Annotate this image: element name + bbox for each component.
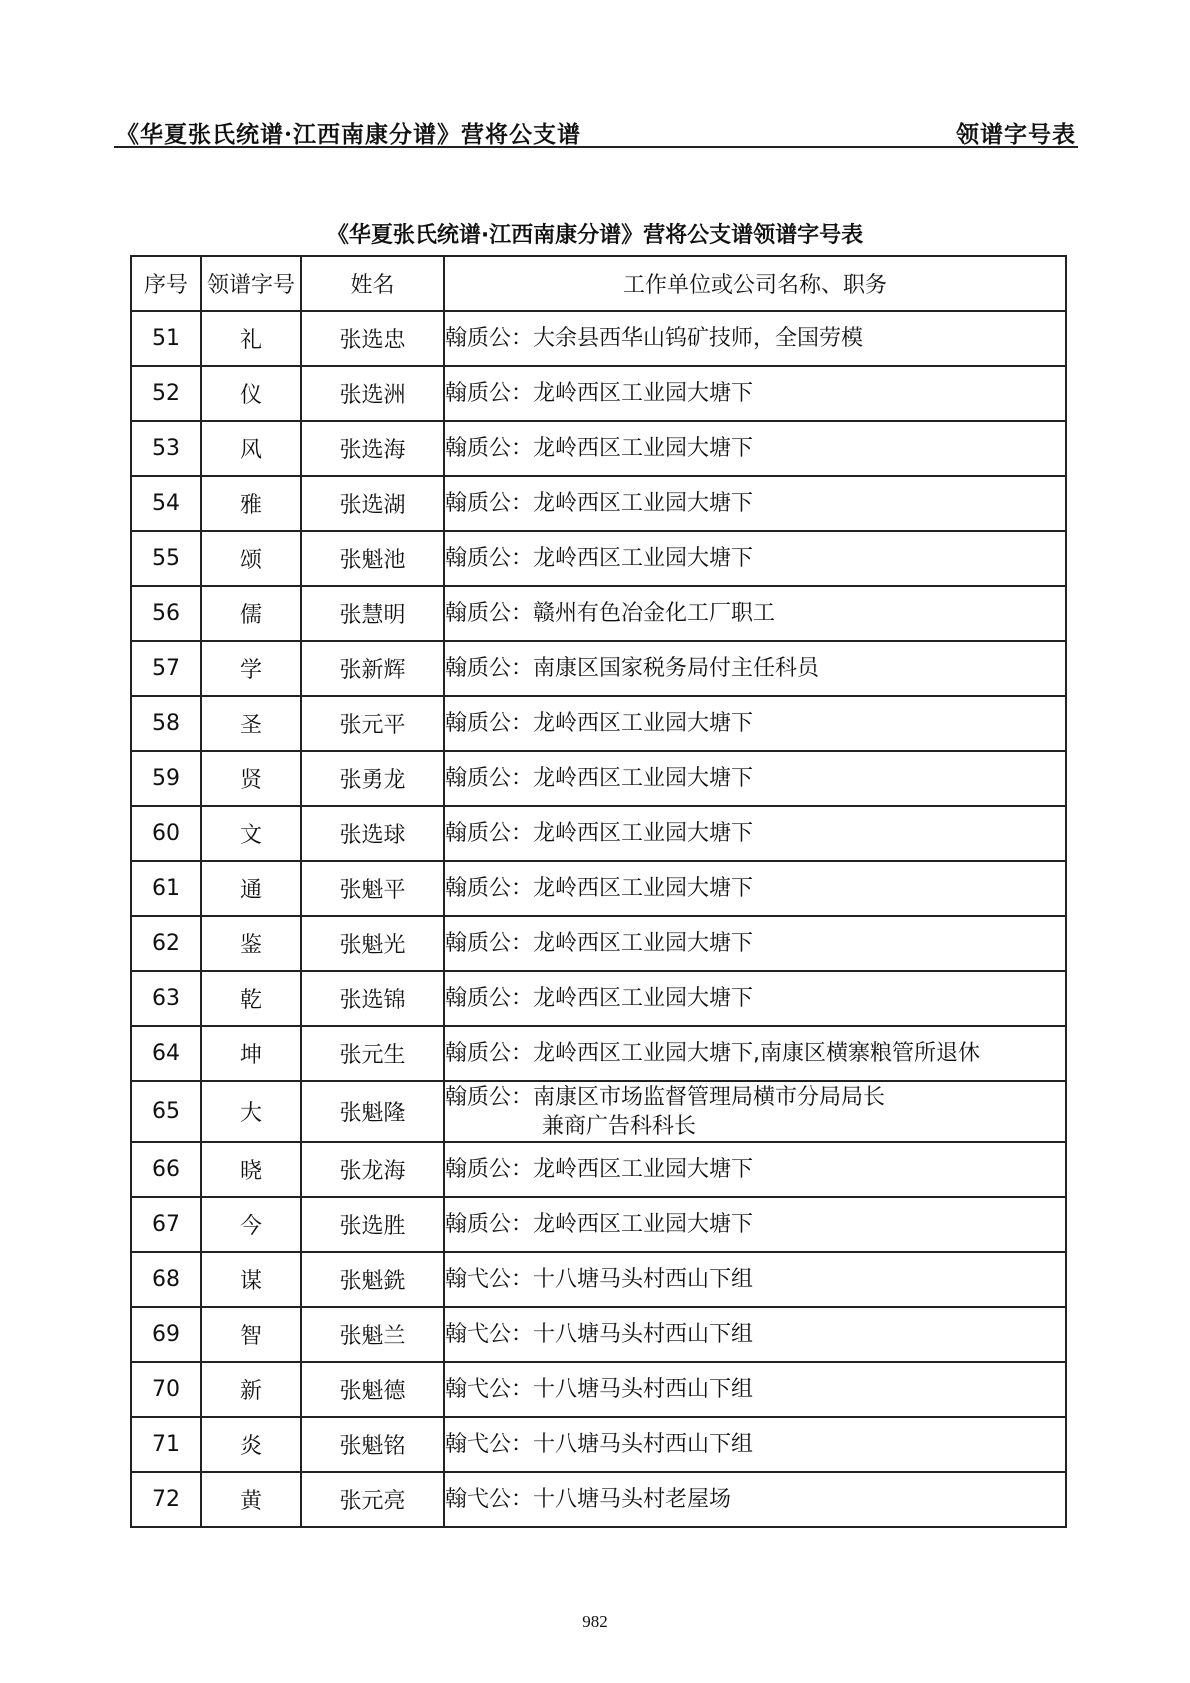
name-cell: 张选胜 bbox=[301, 1197, 444, 1252]
name-cell: 张选忠 bbox=[301, 311, 444, 366]
name-cell: 张选锦 bbox=[301, 971, 444, 1026]
seq-cell: 71 bbox=[131, 1417, 201, 1472]
table-row bbox=[131, 476, 1066, 531]
seq-cell: 69 bbox=[131, 1307, 201, 1362]
work-cell: 翰弋公：十八塘马头村老屋场 bbox=[444, 1472, 1066, 1527]
char-cell: 风 bbox=[201, 421, 301, 476]
char-cell: 雅 bbox=[201, 476, 301, 531]
char-cell: 礼 bbox=[201, 311, 301, 366]
table-row bbox=[131, 861, 1066, 916]
header-book-title: 《华夏张氏统谱·江西南康分谱》营将公支谱 bbox=[116, 121, 582, 148]
table-row bbox=[131, 531, 1066, 586]
work-cell: 翰弋公：十八塘马头村西山下组 bbox=[444, 1417, 1066, 1472]
name-cell: 张慧明 bbox=[301, 586, 444, 641]
table-row bbox=[131, 1362, 1066, 1417]
name-cell: 张魁德 bbox=[301, 1362, 444, 1417]
char-cell: 贤 bbox=[201, 751, 301, 806]
seq-cell: 72 bbox=[131, 1472, 201, 1527]
name-cell: 张选海 bbox=[301, 421, 444, 476]
table-row bbox=[131, 916, 1066, 971]
page-number: 982 bbox=[582, 1612, 608, 1631]
table-row bbox=[131, 311, 1066, 366]
work-cell: 翰弋公：十八塘马头村西山下组 bbox=[444, 1307, 1066, 1362]
table-row bbox=[131, 1307, 1066, 1362]
name-cell: 张元生 bbox=[301, 1026, 444, 1081]
work-cell: 翰质公：龙岭西区工业园大塘下 bbox=[444, 971, 1066, 1026]
seq-cell: 54 bbox=[131, 476, 201, 531]
char-cell: 圣 bbox=[201, 696, 301, 751]
name-cell: 张魁光 bbox=[301, 916, 444, 971]
work-cell: 翰质公：龙岭西区工业园大塘下 bbox=[444, 421, 1066, 476]
table-row bbox=[131, 1081, 1066, 1142]
seq-cell: 56 bbox=[131, 586, 201, 641]
seq-cell: 61 bbox=[131, 861, 201, 916]
name-cell: 张龙海 bbox=[301, 1142, 444, 1197]
table-row bbox=[131, 421, 1066, 476]
name-cell: 张魁隆 bbox=[301, 1081, 444, 1142]
work-cell: 翰质公：龙岭西区工业园大塘下 bbox=[444, 696, 1066, 751]
work-cell: 翰弋公：十八塘马头村西山下组 bbox=[444, 1252, 1066, 1307]
table-row bbox=[131, 1026, 1066, 1081]
char-cell: 乾 bbox=[201, 971, 301, 1026]
work-cell: 翰质公：龙岭西区工业园大塘下 bbox=[444, 476, 1066, 531]
seq-cell: 63 bbox=[131, 971, 201, 1026]
col-header-name: 姓名 bbox=[301, 256, 444, 311]
col-header-work: 工作单位或公司名称、职务 bbox=[444, 256, 1066, 311]
table-row bbox=[131, 586, 1066, 641]
table-row bbox=[131, 696, 1066, 751]
name-cell: 张选湖 bbox=[301, 476, 444, 531]
char-cell: 鉴 bbox=[201, 916, 301, 971]
name-cell: 张勇龙 bbox=[301, 751, 444, 806]
name-cell: 张魁銑 bbox=[301, 1252, 444, 1307]
seq-cell: 57 bbox=[131, 641, 201, 696]
col-header-seq: 序号 bbox=[131, 256, 201, 311]
work-cell: 翰质公：龙岭西区工业园大塘下 bbox=[444, 366, 1066, 421]
seq-cell: 70 bbox=[131, 1362, 201, 1417]
char-cell: 学 bbox=[201, 641, 301, 696]
table-row bbox=[131, 806, 1066, 861]
char-cell: 坤 bbox=[201, 1026, 301, 1081]
seq-cell: 67 bbox=[131, 1197, 201, 1252]
char-cell: 今 bbox=[201, 1197, 301, 1252]
work-cell: 翰质公：南康区国家税务局付主任科员 bbox=[444, 641, 1066, 696]
work-cell: 翰质公：龙岭西区工业园大塘下 bbox=[444, 916, 1066, 971]
work-cell: 翰质公：龙岭西区工业园大塘下 bbox=[444, 806, 1066, 861]
table-row bbox=[131, 1142, 1066, 1197]
table-title: 《华夏张氏统谱·江西南康分谱》营将公支谱领谱字号表 bbox=[326, 223, 864, 248]
running-header bbox=[114, 116, 1078, 148]
work-line-2: 兼商广告科科长 bbox=[542, 1113, 697, 1139]
work-cell: 翰质公：龙岭西区工业园大塘下 bbox=[444, 861, 1066, 916]
header-row bbox=[131, 256, 1066, 311]
char-cell: 黄 bbox=[201, 1472, 301, 1527]
seq-cell: 66 bbox=[131, 1142, 201, 1197]
table-row bbox=[131, 1252, 1066, 1307]
work-cell: 翰质公：龙岭西区工业园大塘下 bbox=[444, 751, 1066, 806]
table-row bbox=[131, 1197, 1066, 1252]
table-row bbox=[131, 971, 1066, 1026]
name-cell: 张元平 bbox=[301, 696, 444, 751]
name-cell: 张元亮 bbox=[301, 1472, 444, 1527]
seq-cell: 53 bbox=[131, 421, 201, 476]
col-header-char: 领谱字号 bbox=[201, 256, 301, 311]
name-cell: 张选洲 bbox=[301, 366, 444, 421]
work-line-1: 翰质公：南康区市场监督管理局横市分局局长 bbox=[445, 1084, 886, 1110]
name-cell: 张魁兰 bbox=[301, 1307, 444, 1362]
char-cell: 颂 bbox=[201, 531, 301, 586]
name-cell: 张选球 bbox=[301, 806, 444, 861]
char-cell: 晓 bbox=[201, 1142, 301, 1197]
seq-cell: 65 bbox=[131, 1081, 201, 1142]
seq-cell: 52 bbox=[131, 366, 201, 421]
work-cell bbox=[444, 1081, 1066, 1142]
char-cell: 炎 bbox=[201, 1417, 301, 1472]
char-cell: 儒 bbox=[201, 586, 301, 641]
name-cell: 张魁池 bbox=[301, 531, 444, 586]
table-row bbox=[131, 641, 1066, 696]
work-cell: 翰质公：龙岭西区工业园大塘下 bbox=[444, 531, 1066, 586]
work-cell: 翰弋公：十八塘马头村西山下组 bbox=[444, 1362, 1066, 1417]
seq-cell: 68 bbox=[131, 1252, 201, 1307]
char-cell: 谋 bbox=[201, 1252, 301, 1307]
seq-cell: 55 bbox=[131, 531, 201, 586]
roster-table bbox=[130, 255, 1067, 1528]
name-cell: 张魁平 bbox=[301, 861, 444, 916]
seq-cell: 60 bbox=[131, 806, 201, 861]
table-row bbox=[131, 1417, 1066, 1472]
table-row bbox=[131, 751, 1066, 806]
char-cell: 仪 bbox=[201, 366, 301, 421]
name-cell: 张魁铭 bbox=[301, 1417, 444, 1472]
work-cell: 翰质公：龙岭西区工业园大塘下 bbox=[444, 1197, 1066, 1252]
work-cell: 翰质公：大余县西华山钨矿技师，全国劳模 bbox=[444, 311, 1066, 366]
seq-cell: 59 bbox=[131, 751, 201, 806]
char-cell: 文 bbox=[201, 806, 301, 861]
char-cell: 通 bbox=[201, 861, 301, 916]
table-row bbox=[131, 1472, 1066, 1527]
work-cell: 翰质公：赣州有色冶金化工厂职工 bbox=[444, 586, 1066, 641]
work-cell: 翰质公：龙岭西区工业园大塘下,南康区横寨粮管所退休 bbox=[444, 1026, 1066, 1081]
work-cell: 翰质公：龙岭西区工业园大塘下 bbox=[444, 1142, 1066, 1197]
seq-cell: 51 bbox=[131, 311, 201, 366]
table-row bbox=[131, 366, 1066, 421]
char-cell: 大 bbox=[201, 1081, 301, 1142]
seq-cell: 64 bbox=[131, 1026, 201, 1081]
header-section-title: 领谱字号表 bbox=[956, 121, 1076, 148]
char-cell: 智 bbox=[201, 1307, 301, 1362]
char-cell: 新 bbox=[201, 1362, 301, 1417]
seq-cell: 58 bbox=[131, 696, 201, 751]
name-cell: 张新辉 bbox=[301, 641, 444, 696]
seq-cell: 62 bbox=[131, 916, 201, 971]
